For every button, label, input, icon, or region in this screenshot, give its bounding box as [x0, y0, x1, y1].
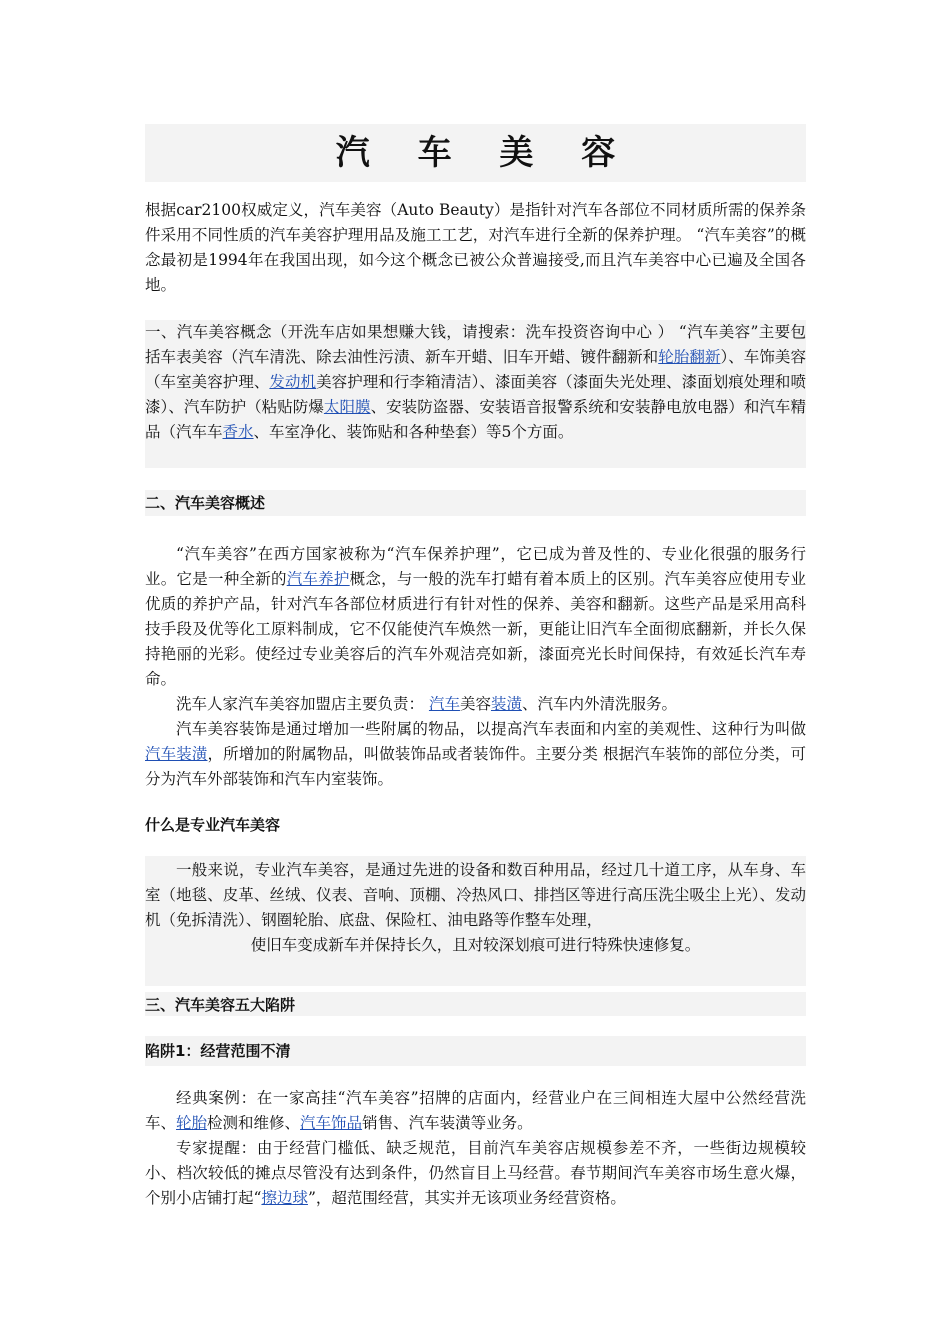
- link-car[interactable]: 汽车: [428, 695, 460, 713]
- pro-paragraph: 一般来说，专业汽车美容，是通过先进的设备和数百种用品，经过几十道工序，从车身、车室（地毯、皮革、丝绒、仪表、音响、顶棚、冷热风口、排挡区等进行高压洗尘吸尘上光）、发动机（免拆清洗）、钢圈轮胎、底盘、保险杠、油电路等作整车处理，: [145, 861, 806, 929]
- trap1-heading-bar: [145, 1036, 806, 1066]
- intro-paragraph: [145, 198, 806, 298]
- case-paragraph: 经典案例：在一家高挂“汽车美容”招牌的店面内，经营业户在三间相连大屋中公然经营洗车、轮胎检测和维修、汽车饰品销售、汽车装潢等业务。: [145, 1089, 806, 1132]
- section3-heading-bar: [145, 992, 806, 1016]
- section2-heading: 二、汽车美容概述: [145, 494, 266, 512]
- link-tire[interactable]: 轮胎: [176, 1114, 208, 1132]
- link-decoration[interactable]: 装潢: [490, 695, 522, 713]
- link-car-accessories[interactable]: 汽车饰品: [300, 1114, 363, 1132]
- link-car-maintenance[interactable]: 汽车养护: [286, 570, 350, 588]
- pro-heading-bar: [145, 812, 806, 838]
- section2-heading-bar: [145, 490, 806, 516]
- section2-paragraph-1: “汽车美容”在西方国家被称为“汽车保养护理”，它已成为普及性的、专业化很强的服务行业。它是一种全新的汽车养护概念，与一般的洗车打蜡有着本质上的区别。汽车美容应使用专业优质的养护产品，针对汽车各部位材质进行有针对性的保养、美容和翻新。这些产品是采用高科技手段及优等化工原料制成，它不仅能使汽车焕然一新，更能让旧汽车全面彻底翻新，并长久保持艳丽的光彩。使经过专业美容后的汽车外观洁亮如新，漆面亮光长时间保持，有效延长汽车寿命。: [145, 545, 806, 688]
- section2-body: [145, 542, 806, 792]
- intro-text: 根据car2100权威定义，汽车美容（Auto Beauty）是指针对汽车各部位不同材质所需的保养条件采用不同性质的汽车美容护理用品及施工工艺，对汽车进行全新的保养护理。 “汽车美容”的概念最初是1994年在我国出现，如今这个概念已被公众普遍接受,而且汽车美容中心已遍及全国各地。: [145, 201, 806, 294]
- section3-heading: 三、汽车美容五大陷阱: [145, 996, 296, 1014]
- section2-paragraph-3: 汽车美容装饰是通过增加一些附属的物品，以提高汽车表面和内室的美观性、这种行为叫做汽车装潢，所增加的附属物品，叫做装饰品或者装饰件。主要分类 根据汽车装饰的部位分类，可分为汽车外部装饰和汽车内室装饰。: [145, 720, 806, 788]
- link-tire-renovation[interactable]: 轮胎翻新: [658, 348, 721, 366]
- section1-block: [145, 320, 806, 468]
- link-edge-ball[interactable]: 擦边球: [261, 1189, 308, 1207]
- trap1-body: [145, 1086, 806, 1211]
- pro-heading: 什么是专业汽车美容: [145, 816, 281, 834]
- link-car-decoration[interactable]: 汽车装潢: [145, 745, 208, 763]
- pro-block: [145, 856, 806, 986]
- tip-paragraph: 专家提醒：由于经营门槛低、缺乏规范，目前汽车美容店规模参差不齐，一些街边规模较小、档次较低的摊点尽管没有达到条件，仍然盲目上马经营。春节期间汽车美容市场生意火爆，个别小店铺打起“擦边球”，超范围经营，其实并无该项业务经营资格。: [145, 1139, 806, 1207]
- pro-paragraph-end: 使旧车变成新车并保持长久，且对较深划痕可进行特殊快速修复。: [250, 936, 701, 954]
- section1-paragraph: 一、汽车美容概念（开洗车店如果想赚大钱，请搜索：洗车投资咨询中心 ） “汽车美容”主要包括车表美容（汽车清洗、除去油性污渍、新车开蜡、旧车开蜡、镀件翻新和轮胎翻新）、车饰美容（车室美容护理、发动机美容护理和行李箱清洁）、漆面美容（漆面失光处理、漆面划痕处理和喷漆）、汽车防护（粘贴防爆太阳膜、安装防盗器、安装语音报警系统和安装静电放电器）和汽车精品（汽车车香水、车室净化、装饰贴和各种垫套）等5个方面。: [145, 323, 806, 441]
- trap1-heading: 陷阱1：经营范围不清: [145, 1042, 291, 1060]
- section2-paragraph-2: 洗车人家汽车美容加盟店主要负责： 汽车美容装潢、汽车内外清洗服务。: [176, 695, 677, 713]
- link-engine[interactable]: 发动机: [269, 373, 317, 391]
- page-title: 汽 车 美 容: [145, 124, 806, 182]
- link-perfume[interactable]: 香水: [222, 423, 254, 441]
- link-solar-film[interactable]: 太阳膜: [323, 398, 371, 416]
